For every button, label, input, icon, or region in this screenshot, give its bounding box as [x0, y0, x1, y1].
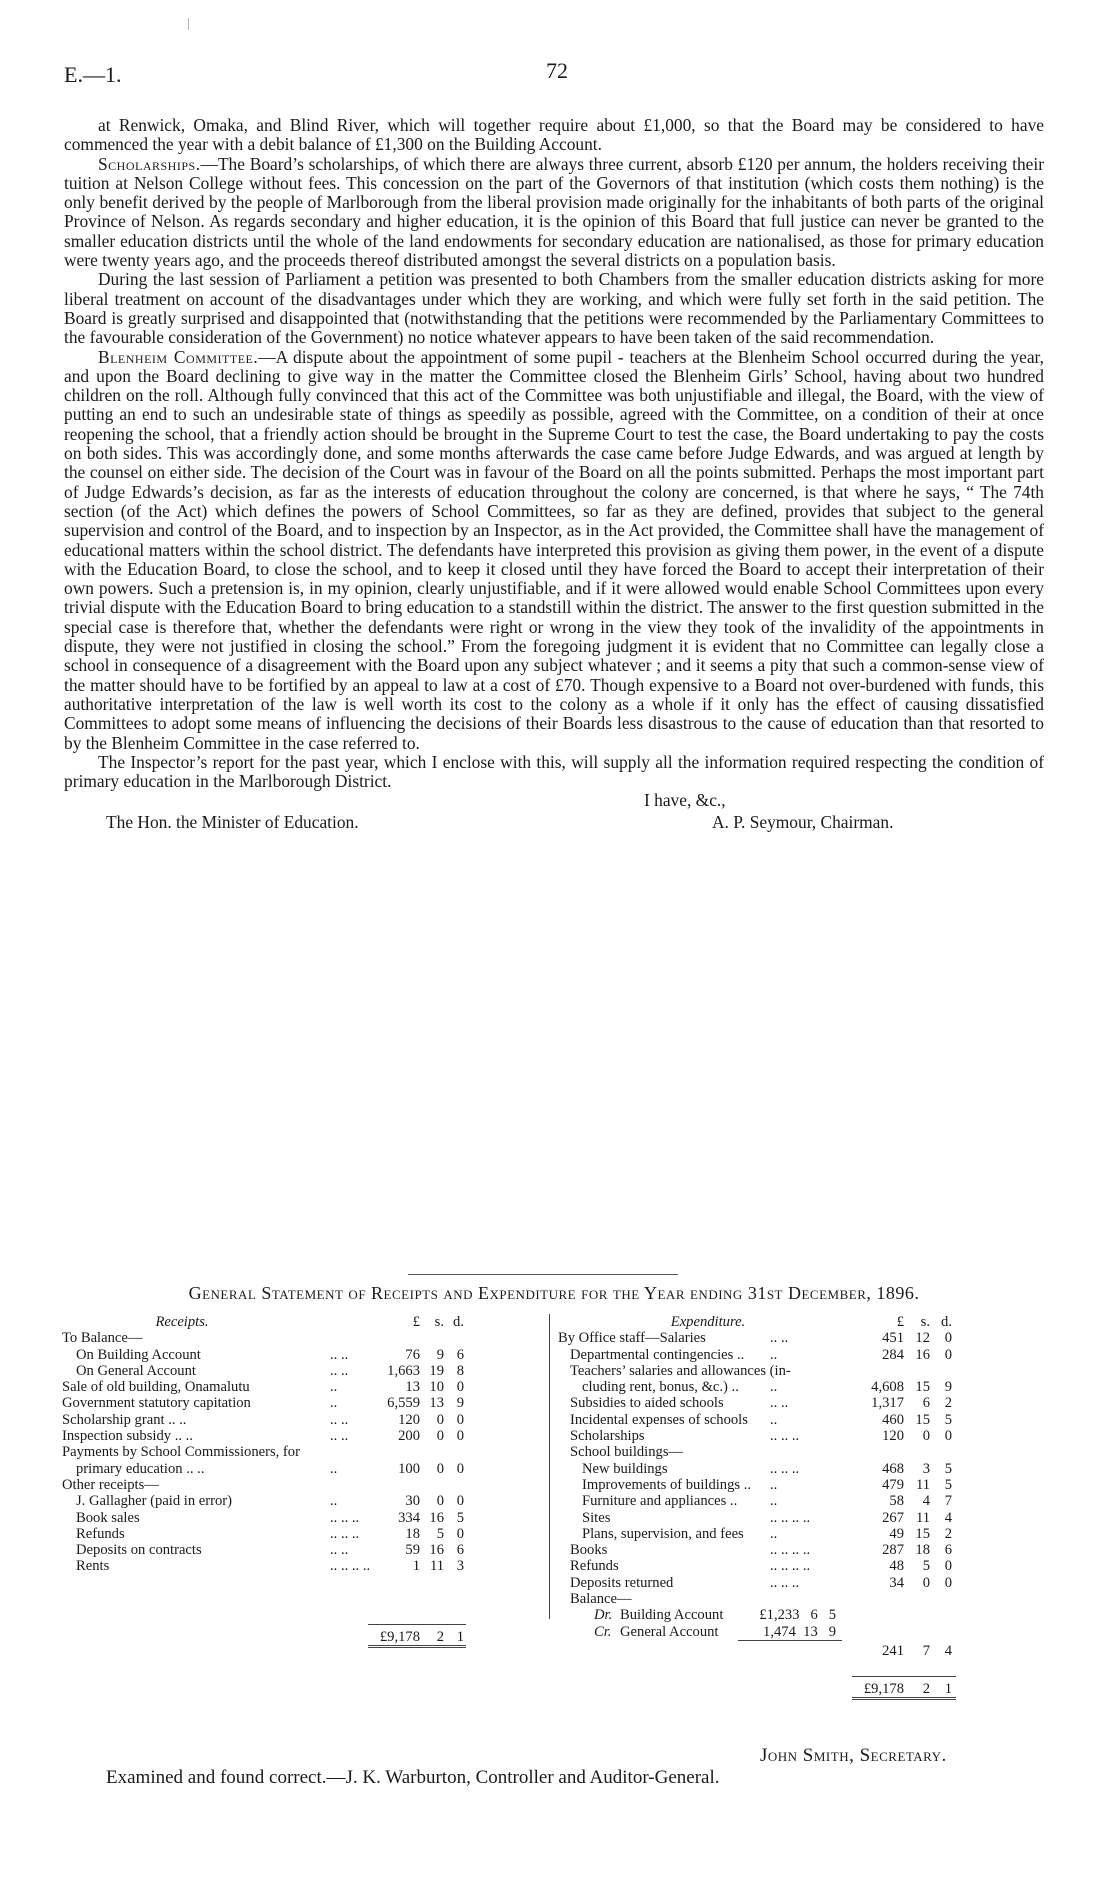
leader-dots: .. .. .. ..: [770, 1558, 811, 1575]
balance-line: [558, 1607, 1042, 1623]
amount-pence: 7: [944, 1493, 952, 1510]
leader-dots: ..: [330, 1395, 338, 1412]
amount-pence: 0: [944, 1330, 952, 1347]
leader-dots: .. ..: [330, 1428, 349, 1445]
amount-shillings: 0: [922, 1428, 930, 1445]
table-row: [558, 1558, 1042, 1574]
amount-shillings: 13: [429, 1395, 444, 1412]
row-label: Book sales: [76, 1509, 140, 1526]
amount-pence: 0: [456, 1379, 464, 1396]
amount-pounds: 284: [882, 1346, 904, 1363]
leader-dots: .. .. ..: [770, 1428, 800, 1445]
amount-pence: 6: [944, 1542, 952, 1559]
margin-mark: [188, 18, 190, 30]
balance-total-row: [558, 1643, 1042, 1659]
row-label: Sites: [582, 1509, 611, 1526]
amount-shillings: 11: [915, 1509, 930, 1526]
column-header: £: [896, 1314, 904, 1330]
balance-prefix: Dr.: [594, 1607, 613, 1624]
amount-pence: 5: [456, 1509, 464, 1526]
total-shillings: 2: [922, 1680, 930, 1697]
amount-shillings: 19: [429, 1362, 444, 1379]
table-row: [62, 1461, 546, 1477]
subtotal-rule: [738, 1640, 842, 1641]
table-row: [62, 1510, 546, 1526]
valediction: I have, &c.,: [644, 790, 726, 811]
amount-shillings: 10: [429, 1379, 444, 1396]
amount-pence: 0: [944, 1574, 952, 1591]
leader-dots: ..: [770, 1411, 778, 1428]
row-label: Other receipts—: [62, 1476, 159, 1493]
leader-dots: ..: [770, 1493, 778, 1510]
amount-pence: 4: [944, 1509, 952, 1526]
report-body: [64, 116, 1044, 851]
section-heading: Blenheim Committee.: [98, 346, 259, 367]
paragraph: [64, 753, 1044, 792]
signature: A. P. Seymour, Chairman.: [712, 812, 894, 833]
leader-dots: ..: [330, 1379, 338, 1396]
table-row: [62, 1542, 546, 1558]
table-row: [62, 1379, 546, 1395]
balance-label: General Account: [620, 1623, 719, 1640]
row-label: On General Account: [76, 1362, 196, 1379]
amount-pence: 5: [944, 1476, 952, 1493]
table-row: [558, 1493, 1042, 1509]
amount-pence: 0: [456, 1460, 464, 1477]
amount-pence: 3: [456, 1558, 464, 1575]
amount-pence: 0: [944, 1558, 952, 1575]
table-row: [558, 1444, 1042, 1460]
amount-shillings: 16: [429, 1509, 444, 1526]
amount-pounds: 468: [882, 1460, 904, 1477]
amount-pounds: 120: [882, 1428, 904, 1445]
row-label: Teachers’ salaries and allowances (in-: [570, 1362, 791, 1379]
paragraph-text: The Inspector’s report for the past year, which I enclose with this, will supply all the information required respecting the condition of primary education in the Marlborough District.: [64, 751, 1044, 792]
leader-dots: .. ..: [770, 1395, 789, 1412]
amount-shillings: 0: [436, 1493, 444, 1510]
table-row: [558, 1510, 1042, 1526]
report-code: E.—1.: [64, 62, 122, 87]
total-rule: [852, 1676, 956, 1677]
amount-pounds: 34: [889, 1574, 904, 1591]
table-row: [558, 1412, 1042, 1428]
spacer: [558, 1659, 1042, 1675]
table-row: [558, 1395, 1042, 1411]
table-row: [62, 1412, 546, 1428]
amount-pounds: 1: [412, 1558, 420, 1575]
table-row: [558, 1542, 1042, 1558]
leader-dots: ..: [330, 1460, 338, 1477]
row-label: New buildings: [582, 1460, 668, 1477]
paragraph-text: During the last session of Parliament a petition was presented to both Chambers from the smaller education districts asking for more liberal treatment on account of the disadvantages under which they are working, and which were fully set forth in the said petition. The Board is greatly surprised and disappointed that (notwithstanding that the petitions were recommended by the Parliamentary Committees to the favourable consideration of the Government) no notice whatever appears to have been taken of the said recommendation.: [64, 269, 1044, 348]
receipts-table: [62, 1314, 546, 1648]
table-header-row: [62, 1314, 546, 1330]
amount-pounds: 120: [398, 1411, 420, 1428]
table-row: [558, 1477, 1042, 1493]
amount-pence: 8: [456, 1362, 464, 1379]
amount-shillings: 5: [436, 1525, 444, 1542]
amount-pence: 5: [944, 1460, 952, 1477]
amount-pence: 2: [944, 1525, 952, 1542]
balance-label: Building Account: [620, 1607, 724, 1624]
leader-dots: ..: [770, 1379, 778, 1396]
total-pounds: £9,178: [379, 1628, 420, 1645]
balance-pence: 4: [944, 1642, 952, 1659]
table-row: [558, 1347, 1042, 1363]
leader-dots: .. .. ..: [770, 1574, 800, 1591]
leader-dots: ..: [770, 1476, 778, 1493]
divider: [408, 1274, 678, 1275]
total-pence: 1: [456, 1628, 464, 1645]
table-row: [62, 1347, 546, 1363]
amount-pounds: 58: [889, 1493, 904, 1510]
amount-shillings: 12: [915, 1330, 930, 1347]
row-label: Refunds: [570, 1558, 619, 1575]
amount-pence: 0: [944, 1428, 952, 1445]
statement-title: General Statement of Receipts and Expenditure for the Year ending 31st December, 1896.: [188, 1283, 920, 1303]
row-label: Plans, supervision, and fees: [582, 1525, 744, 1542]
row-label: Inspection subsidy .. ..: [62, 1428, 193, 1445]
row-label: cluding rent, bonus, &c.) ..: [582, 1379, 739, 1396]
amount-pounds: 30: [405, 1493, 420, 1510]
amount-pounds: 59: [405, 1542, 420, 1559]
amount-pounds: 334: [398, 1509, 420, 1526]
amount-pounds: 1,317: [871, 1395, 904, 1412]
row-label: Furniture and appliances ..: [582, 1493, 738, 1510]
paragraph-text: —A dispute about the appointment of some pupil - teachers at the Blenheim School occurred during the year, and upon the Board declining to give way in the matter the Committee closed the Blenheim Girls’ School, having about two hundred children on the roll. Although fully convinced that this act of the Committee was both unjustifiable and illegal, the Board, with the view of putting an end to such an undesirable state of things as speedily as possible, agreed with the Committee, on a condition of their at once reopening the school, that a friendly action should be brought in the Supreme Court to test the case, the Board undertaking to pay the costs on both sides. This was accordingly done, and some months afterwards the case came before Judge Edwards, and was argued at length by the counsel on either side. The decision of the Court was in favour of the Board on all the points submitted. Perhaps the most important part of Judge Edwards’s decision, as far as the interests of education throughout the colony are concerned, is that where he says, “ The 74th section (of the Act) which defines the powers of School Committees, so far as they are defined, provides that subject to the general supervision and control of the Board, and to inspection by an Inspector, as in the Act provided, the Committee shall have the management of educational matters within the school district. The defendants have interpreted this provision as giving them power, in the event of a dispute with the Education Board, to close the school, and to keep it closed until they have forced the Board to accept their interpretation of their own powers. Such a pretension is, in my opinion, clearly unjustifiable, and if it were allowed would enable School Committees upon every trivial dispute with the Education Board to bring education to a standstill within the district. The answer to the first question submitted in the special case is therefore that, whether the defendants were right or wrong in the view they took of the invalidity of the appointments in dispute, they were not justified in closing the school.” From the foregoing judgment it is evident that no Committee can legally close a school in consequence of a disagreement with the Board upon any subject whatever ; and it seems a pity that such a common-sense view of the matter should have to be fortified by an appeal to law at a cost of £70. Though expensive to a Board not over-burdened with funds, this authoritative interpretation of the law is well worth its cost to the colony as a whole if it only has the effect of causing dissatisfied Committees to adopt some means of influencing the decisions of their Boards less disastrous to the cause of education than that resorted to by the Blenheim Committee in the case referred to.: [64, 346, 1044, 753]
expenditure-table: [558, 1314, 1042, 1700]
total-rule: [368, 1624, 466, 1625]
row-label: Payments by School Commissioners, for: [62, 1444, 300, 1461]
amount-shillings: 15: [915, 1525, 930, 1542]
section-heading: Scholarships.: [98, 153, 201, 174]
row-label: To Balance—: [62, 1330, 143, 1347]
total-row: [558, 1681, 1042, 1697]
amount-pounds: 49: [889, 1525, 904, 1542]
auditor-statement: Examined and found correct.—J. K. Warburton, Controller and Auditor-General.: [106, 1767, 720, 1788]
paragraph-text: —The Board’s scholarships, of which there are always three current, absorb £120 per annum, the holders receiving their tuition at Nelson College without fees. This concession on the part of the Governors of that institution (which costs them nothing) is the only benefit derived by the people of Marlborough from the liberal provision made originally for the inhabitants of both parts of the original Province of Nelson. As regards secondary and higher education, it is the opinion of this Board that full justice can never be granted to the smaller education districts until the whole of the land endowments for secondary education are nationalised, as those for primary education were twenty years ago, and the proceeds thereof distributed amongst the several districts on a population basis.: [64, 153, 1044, 271]
leader-dots: .. ..: [330, 1362, 349, 1379]
row-label: Departmental contingencies ..: [570, 1346, 745, 1363]
row-label: Deposits returned: [570, 1574, 674, 1591]
spacer: [62, 1607, 546, 1623]
amount-shillings: 16: [429, 1542, 444, 1559]
leader-dots: .. ..: [770, 1330, 789, 1347]
leader-dots: .. .. .. ..: [770, 1509, 811, 1526]
leader-dots: ..: [330, 1493, 338, 1510]
leader-dots: ..: [770, 1346, 778, 1363]
column-header: s.: [920, 1314, 930, 1330]
amount-pounds: 200: [398, 1428, 420, 1445]
amount-pounds: 287: [882, 1542, 904, 1559]
table-row: [558, 1379, 1042, 1395]
amount-shillings: 16: [915, 1346, 930, 1363]
amount-pence: 0: [456, 1411, 464, 1428]
amount-pounds: 18: [405, 1525, 420, 1542]
amount-pounds: 1,663: [387, 1362, 420, 1379]
table-row: [558, 1428, 1042, 1444]
amount-shillings: 15: [915, 1411, 930, 1428]
column-header: £: [412, 1314, 420, 1330]
row-label: Improvements of buildings ..: [582, 1476, 752, 1493]
letter-closing: [64, 791, 1044, 851]
table-row: [62, 1477, 546, 1493]
addressee: The Hon. the Minister of Education.: [106, 812, 359, 833]
paragraph: [64, 116, 1044, 155]
balance-shillings: 7: [922, 1642, 930, 1659]
balance-amount: 1,474 13 9: [763, 1623, 836, 1640]
column-header: s.: [434, 1314, 444, 1330]
amount-pounds: 6,559: [387, 1395, 420, 1412]
amount-shillings: 0: [922, 1574, 930, 1591]
table-heading: Expenditure.: [670, 1314, 746, 1330]
leader-dots: .. ..: [330, 1346, 349, 1363]
row-label: Refunds: [76, 1525, 125, 1542]
amount-shillings: 15: [915, 1379, 930, 1396]
amount-shillings: 6: [922, 1395, 930, 1412]
row-label: Balance—: [570, 1591, 632, 1608]
amount-shillings: 11: [429, 1558, 444, 1575]
leader-dots: .. .. ..: [770, 1460, 800, 1477]
leader-dots: .. ..: [330, 1542, 349, 1559]
total-shillings: 2: [436, 1628, 444, 1645]
amount-shillings: 0: [436, 1411, 444, 1428]
row-label: Scholarships: [570, 1428, 645, 1445]
row-label: Incidental expenses of schools: [570, 1411, 748, 1428]
amount-pence: 0: [456, 1525, 464, 1542]
double-rule: [852, 1697, 956, 1700]
paragraph-blenheim-committee: [64, 348, 1044, 753]
table-row: [62, 1493, 546, 1509]
amount-pence: 0: [456, 1493, 464, 1510]
leader-dots: .. .. ..: [330, 1509, 360, 1526]
total-pounds: £9,178: [863, 1680, 904, 1697]
double-rule: [368, 1645, 466, 1648]
table-row: [558, 1461, 1042, 1477]
secretary-signature: John Smith, Secretary.: [760, 1745, 947, 1766]
amount-pounds: 460: [882, 1411, 904, 1428]
amount-pence: 2: [944, 1395, 952, 1412]
row-label: School buildings—: [570, 1444, 684, 1461]
total-pence: 1: [944, 1680, 952, 1697]
amount-pence: 0: [944, 1346, 952, 1363]
paragraph: [64, 270, 1044, 347]
leader-dots: .. ..: [330, 1411, 349, 1428]
table-header-row: [558, 1314, 1042, 1330]
amount-pence: 0: [456, 1428, 464, 1445]
leader-dots: .. .. .. ..: [770, 1542, 811, 1559]
paragraph-text: at Renwick, Omaka, and Blind River, which will together require about £1,000, so that the Board may be considered to have commenced the year with a debit balance of £1,300 on the Building Account.: [64, 115, 1044, 155]
row-label: Subsidies to aided schools: [570, 1395, 724, 1412]
spacer: [62, 1575, 546, 1591]
amount-shillings: 11: [915, 1476, 930, 1493]
row-label: Rents: [76, 1558, 110, 1575]
row-label: On Building Account: [76, 1346, 201, 1363]
leader-dots: .. .. .. ..: [330, 1558, 371, 1575]
table-row: [62, 1330, 546, 1346]
table-row: [558, 1363, 1042, 1379]
column-header: d.: [453, 1314, 464, 1330]
amount-pence: 9: [944, 1379, 952, 1396]
amount-shillings: 3: [922, 1460, 930, 1477]
page-number: 72: [546, 58, 568, 83]
row-label: Scholarship grant .. ..: [62, 1411, 187, 1428]
amount-pounds: 451: [882, 1330, 904, 1347]
row-label: Books: [570, 1542, 608, 1559]
row-label: Sale of old building, Onamalutu: [62, 1379, 250, 1396]
column-header: d.: [941, 1314, 952, 1330]
amount-pounds: 76: [405, 1346, 420, 1363]
column-divider: [549, 1314, 550, 1619]
amount-pence: 9: [456, 1395, 464, 1412]
amount-pence: 6: [456, 1542, 464, 1559]
table-row: [558, 1526, 1042, 1542]
spacer: [62, 1591, 546, 1607]
table-row: [558, 1575, 1042, 1591]
amount-pounds: 100: [398, 1460, 420, 1477]
row-label: Deposits on contracts: [76, 1542, 202, 1559]
balance-pounds: 241: [882, 1642, 904, 1659]
balance-amount: £1,233 6 5: [759, 1607, 836, 1624]
table-row: [558, 1591, 1042, 1607]
table-row: [62, 1395, 546, 1411]
row-label: primary education .. ..: [76, 1460, 205, 1477]
amount-shillings: 18: [915, 1542, 930, 1559]
amount-pounds: 48: [889, 1558, 904, 1575]
table-heading: Receipts.: [155, 1314, 209, 1330]
amount-pounds: 4,608: [871, 1379, 904, 1396]
amount-shillings: 0: [436, 1428, 444, 1445]
row-label: J. Gallagher (paid in error): [76, 1493, 233, 1510]
table-row: [62, 1558, 546, 1574]
amount-pounds: 479: [882, 1476, 904, 1493]
table-row: [558, 1330, 1042, 1346]
amount-shillings: 0: [436, 1460, 444, 1477]
table-row: [62, 1444, 546, 1460]
amount-pounds: 267: [882, 1509, 904, 1526]
amount-pence: 6: [456, 1346, 464, 1363]
balance-prefix: Cr.: [594, 1623, 612, 1640]
total-row: [62, 1629, 546, 1645]
row-label: By Office staff—Salaries: [558, 1330, 706, 1347]
amount-shillings: 9: [436, 1346, 444, 1363]
balance-line: [558, 1624, 1042, 1640]
table-row: [62, 1428, 546, 1444]
leader-dots: .. .. ..: [330, 1525, 360, 1542]
amount-shillings: 5: [922, 1558, 930, 1575]
table-row: [62, 1363, 546, 1379]
amount-shillings: 4: [922, 1493, 930, 1510]
amount-pounds: 13: [405, 1379, 420, 1396]
amount-pence: 5: [944, 1411, 952, 1428]
row-label: Government statutory capitation: [62, 1395, 251, 1412]
paragraph-scholarships: [64, 155, 1044, 271]
table-row: [62, 1526, 546, 1542]
leader-dots: ..: [770, 1525, 778, 1542]
